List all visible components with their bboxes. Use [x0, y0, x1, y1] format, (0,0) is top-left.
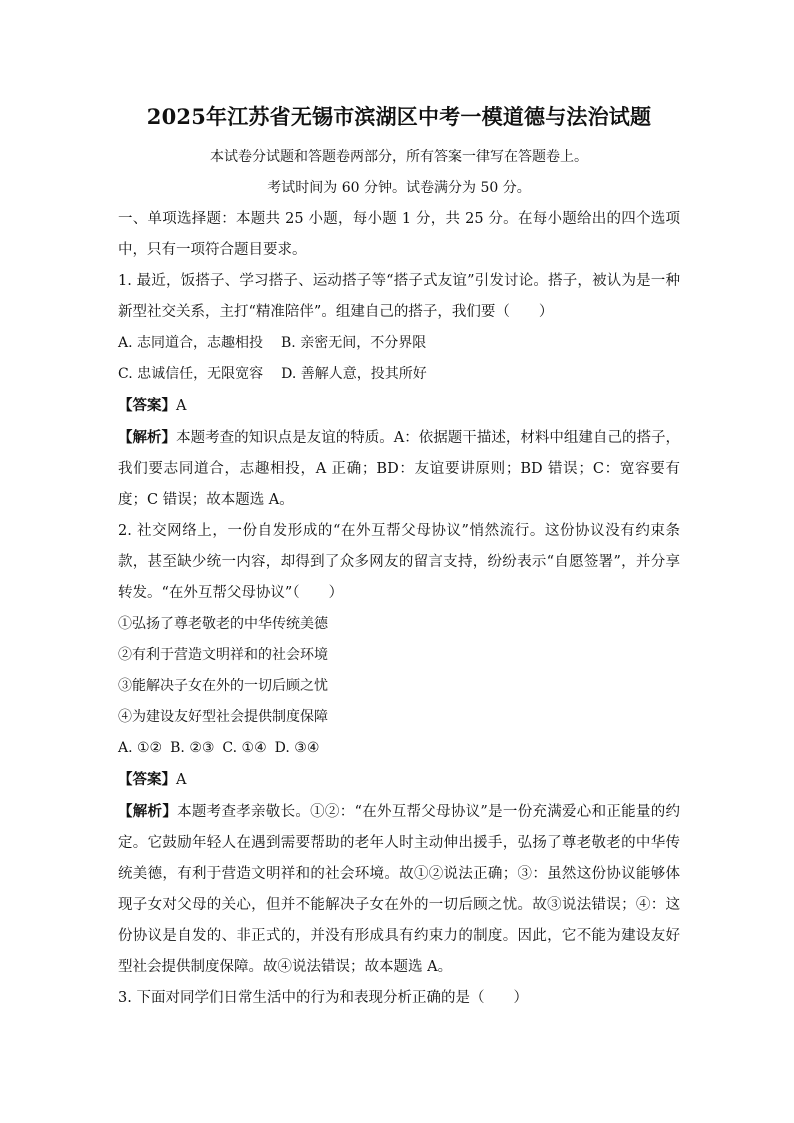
question-stem: 2. 社交网络上，一份自发形成的“在外互帮父母协议”悄然流行。这份协议没有约束条款，甚至缺少统一内容，却得到了众多网友的留言支持，纷纷表示“自愿签署”，并分享转发。“在外互帮父母协议”（ ） [118, 523, 680, 601]
statement-3: ③能解决子女在外的一切后顾之忧 [118, 678, 328, 694]
analysis-paragraph [118, 796, 680, 983]
option-d: D. 善解人意，投其所好 [281, 366, 427, 382]
analysis-tag: 【解析】 [118, 803, 178, 820]
option-b: B. ②③ [170, 740, 215, 756]
answer-line [118, 390, 680, 422]
statement-4: ④为建设友好型社会提供制度保障 [118, 709, 328, 725]
question-stem: 3. 下面对同学们日常生活中的行为和表现分析正确的是（ ） [118, 990, 528, 1006]
option-a: A. 志同道合，志趣相投 [118, 335, 264, 351]
option-c: C. ①④ [222, 740, 267, 756]
question-2 [118, 516, 680, 983]
question-stem: 1. 最近，饭搭子、学习搭子、运动搭子等“搭子式友谊”引发讨论。搭子，被认为是一种新型社交关系，主打“精准陪伴”。组建自己的搭子，我们要（ ） [118, 273, 680, 320]
option-a: A. ①② [118, 740, 163, 756]
answer-value: A [176, 772, 187, 788]
question-1 [118, 266, 680, 516]
analysis-text: 本题考查的知识点是友谊的特质。A：依据题干描述，材料中组建自己的搭子，我们要志同道合，志趣相投，A 正确；BD：友谊要讲原则；BD 错误；C：宽容要有度；C 错误；故本题选 A。 [118, 430, 681, 508]
analysis-tag: 【解析】 [118, 429, 177, 446]
answer-line [118, 764, 680, 796]
exam-time-info: 考试时间为 60 分钟。试卷满分为 50 分。 [267, 180, 531, 196]
statement-2: ②有利于营造文明祥和的社会环境 [118, 647, 328, 663]
answer-value: A [176, 398, 187, 414]
exam-instructions: 本试卷分试题和答题卷两部分，所有答案一律写在答题卷上。 [210, 149, 588, 165]
analysis-text: 本题考查孝亲敬长。①②：“在外互帮父母协议”是一份充满爱心和正能量的约定。它鼓励年轻人在遇到需要帮助的老年人时主动伸出援手，弘扬了尊老敬老的中华传统美德，有利于营造文明祥和的社会环境。故①②说法正确；③：虽然这份协议能够体现子女对父母的关心，但并不能解决子女在外的一切后顾之忧。故③说法错误；④：这份协议是自发的、非正式的，并没有形成具有约束力的制度。因此，它不能为建设友好型社会提供制度保障。故④说法错误；故本题选 A。 [118, 804, 680, 975]
page-title: 2025年江苏省无锡市滨湖区中考一模道德与法治试题 [146, 104, 652, 129]
question-3 [118, 983, 680, 1014]
option-c: C. 忠诚信任，无限宽容 [118, 366, 264, 382]
analysis-paragraph [118, 422, 680, 516]
options-row [118, 359, 680, 390]
options-row [118, 733, 680, 764]
section-heading: 一、单项选择题：本题共 25 小题，每小题 1 分，共 25 分。在每小题给出的四个选项中，只有一项符合题目要求。 [118, 211, 680, 258]
answer-tag: 【答案】 [118, 397, 176, 414]
option-d: D. ③④ [274, 740, 320, 756]
statement-1: ①弘扬了尊老敬老的中华传统美德 [118, 616, 328, 632]
options-row [118, 328, 680, 359]
answer-tag: 【答案】 [118, 771, 176, 788]
option-b: B. 亲密无间，不分界限 [281, 335, 427, 351]
